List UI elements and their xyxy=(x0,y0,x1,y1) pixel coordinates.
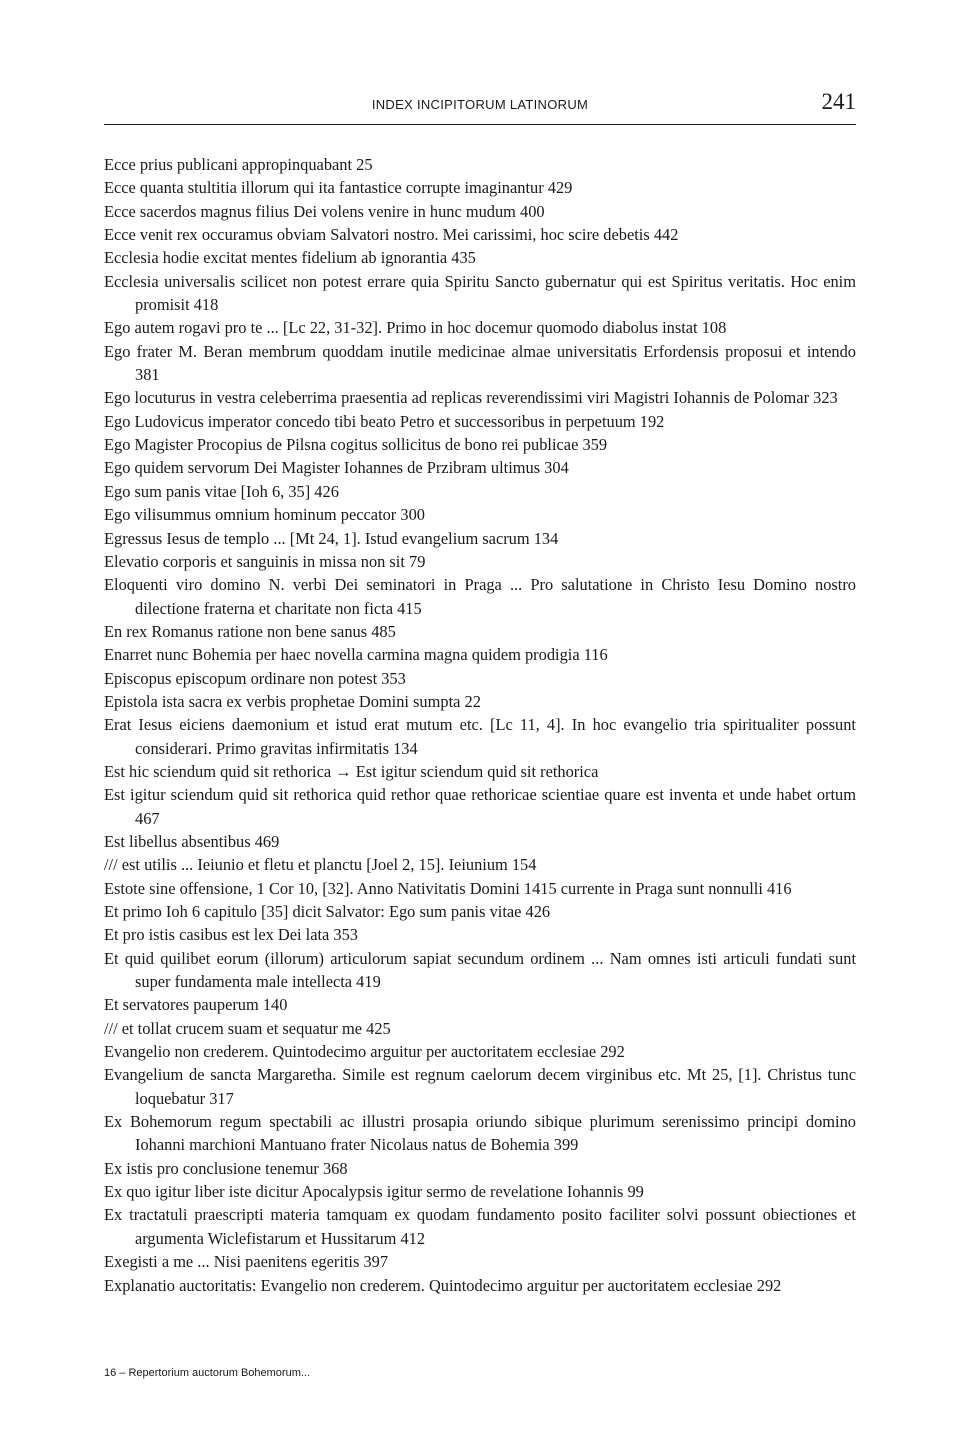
index-entry: Est libellus absentibus 469 xyxy=(104,831,280,851)
index-entry: Est hic sciendum quid sit rethorica → Est igitur sciendum quid sit rethorica xyxy=(104,761,599,781)
index-entry: Et primo Ioh 6 capitulo [35] dicit Salvator: Ego sum panis vitae 426 xyxy=(104,902,551,921)
index-entry: Ecce venit rex occuramus obviam Salvatori nostro. Mei carissimi, hoc scire debetis 442 xyxy=(104,225,679,245)
index-entry: Ego sum panis vitae [Ioh 6, 35] 426 xyxy=(104,481,339,501)
index-entry: Evangelium de sancta Margaretha. Simile est regnum caelorum decem virginibus etc. Mt 25, [1]. Christus tunc loquebatur 317 xyxy=(104,1065,856,1108)
index-entry: Egressus Iesus de templo ... [Mt 24, 1]. Istud evangelium sacrum 134 xyxy=(104,528,559,548)
index-entry-list xyxy=(104,153,856,1297)
index-entry: Explanatio auctoritatis: Evangelio non crederem. Quintodecimo arguitur per auctoritatem ecclesiae 292 xyxy=(104,1275,782,1295)
index-entry: Episcopus episcopum ordinare non potest 353 xyxy=(104,668,406,688)
running-title: INDEX INCIPITORUM LATINORUM xyxy=(371,97,589,112)
page-number: 241 xyxy=(821,89,856,114)
index-entry: Ecclesia hodie excitat mentes fidelium ab ignorantia 435 xyxy=(104,248,476,268)
index-entry: Et quid quilibet eorum (illorum) articulorum sapiat secundum ordinem ... Nam omnes isti articuli fundati sunt super fundamenta male intellecta 419 xyxy=(104,948,856,992)
index-entry: Et servatores pauperum 140 xyxy=(104,995,288,1015)
index-entry: Ego Ludovicus imperator concedo tibi beato Petro et successoribus in perpetuum 192 xyxy=(104,411,665,431)
index-entry: Ego frater M. Beran membrum quoddam inutile medicinae almae universitatis Erfordensis proposui et intendo 381 xyxy=(104,341,856,385)
index-entry: Evangelio non crederem. Quintodecimo arguitur per auctoritatem ecclesiae 292 xyxy=(104,1042,625,1062)
index-entry: Ego Magister Procopius de Pilsna cogitus sollicitus de bono rei publicae 359 xyxy=(104,435,608,455)
index-entry: Estote sine offensione, 1 Cor 10, [32]. Anno Nativitatis Domini 1415 currente in Praga sunt nonnulli 416 xyxy=(104,878,792,898)
index-entry: Ex quo igitur liber iste dicitur Apocalypsis igitur sermo de revelatione Iohannis 99 xyxy=(104,1182,644,1202)
index-entry: Erat Iesus eiciens daemonium et istud erat mutum etc. [Lc 11, 4]. In hoc evangelio tria spiritualiter possunt considerari. Primo gravitas infirmitatis 134 xyxy=(104,715,856,758)
index-entry: Et pro istis casibus est lex Dei lata 353 xyxy=(104,925,359,945)
index-entry: /// est utilis ... Ieiunio et fletu et planctu [Joel 2, 15]. Ieiunium 154 xyxy=(104,855,537,875)
index-entry: Ex istis pro conclusione tenemur 368 xyxy=(104,1158,348,1178)
index-entry: Ecce sacerdos magnus filius Dei volens venire in hunc mudum 400 xyxy=(104,201,545,221)
index-entry: Ex tractatuli praescripti materia tamquam ex quodam fundamento posito faciliter solvi possunt obiectiones et argumenta Wiclefistarum et Hussitarum 412 xyxy=(104,1205,856,1248)
page-header xyxy=(104,88,856,125)
index-entry: Enarret nunc Bohemia per haec novella carmina magna quidem prodigia 116 xyxy=(104,645,608,665)
index-entry: Ex Bohemorum regum spectabili ac illustri prosapia oriundo sibique plurimum serenissimo principi domino Iohanni marchioni Mantuano frater Nicolaus natus de Bohemia 399 xyxy=(104,1112,856,1155)
index-entry: Ego autem rogavi pro te ... [Lc 22, 31-32]. Primo in hoc docemur quomodo diabolus instat 108 xyxy=(104,318,727,338)
index-entry: Elevatio corporis et sanguinis in missa non sit 79 xyxy=(104,551,426,571)
index-entry: Ego vilisummus omnium hominum peccator 300 xyxy=(104,505,425,525)
index-entry: Ego quidem servorum Dei Magister Iohannes de Przibram ultimus 304 xyxy=(104,458,569,478)
printer-signature: 16 – Repertorium auctorum Bohemorum... xyxy=(104,1367,311,1379)
index-entry: Ego locuturus in vestra celeberrima praesentia ad replicas reverendissimi viri Magistri Iohannis de Polomar 323 xyxy=(104,388,838,408)
index-entry: Eloquenti viro domino N. verbi Dei seminatori in Praga ... Pro salutatione in Christo Iesu Domino nostro dilectione fraterna et charitate non ficta 415 xyxy=(104,575,856,618)
index-entry: Ecce quanta stultitia illorum qui ita fantastice corrupte imaginantur 429 xyxy=(104,178,573,198)
index-entry: En rex Romanus ratione non bene sanus 485 xyxy=(104,621,396,641)
index-entry: Exegisti a me ... Nisi paenitens egeritis 397 xyxy=(104,1252,389,1272)
index-entry: Est igitur sciendum quid sit rethorica quid rethor quae rethoricae scientiae quare est inventa et unde habet ortum 467 xyxy=(104,785,856,828)
index-entry: Ecce prius publicani appropinquabant 25 xyxy=(104,155,373,174)
index-entry: Ecclesia universalis scilicet non potest errare quia Spiritu Sancto gubernatur qui est Spiritus veritatis. Hoc enim promisit 418 xyxy=(104,271,856,315)
index-entry: Epistola ista sacra ex verbis prophetae Domini sumpta 22 xyxy=(104,691,481,711)
index-entry: /// et tollat crucem suam et sequatur me 425 xyxy=(104,1018,391,1038)
